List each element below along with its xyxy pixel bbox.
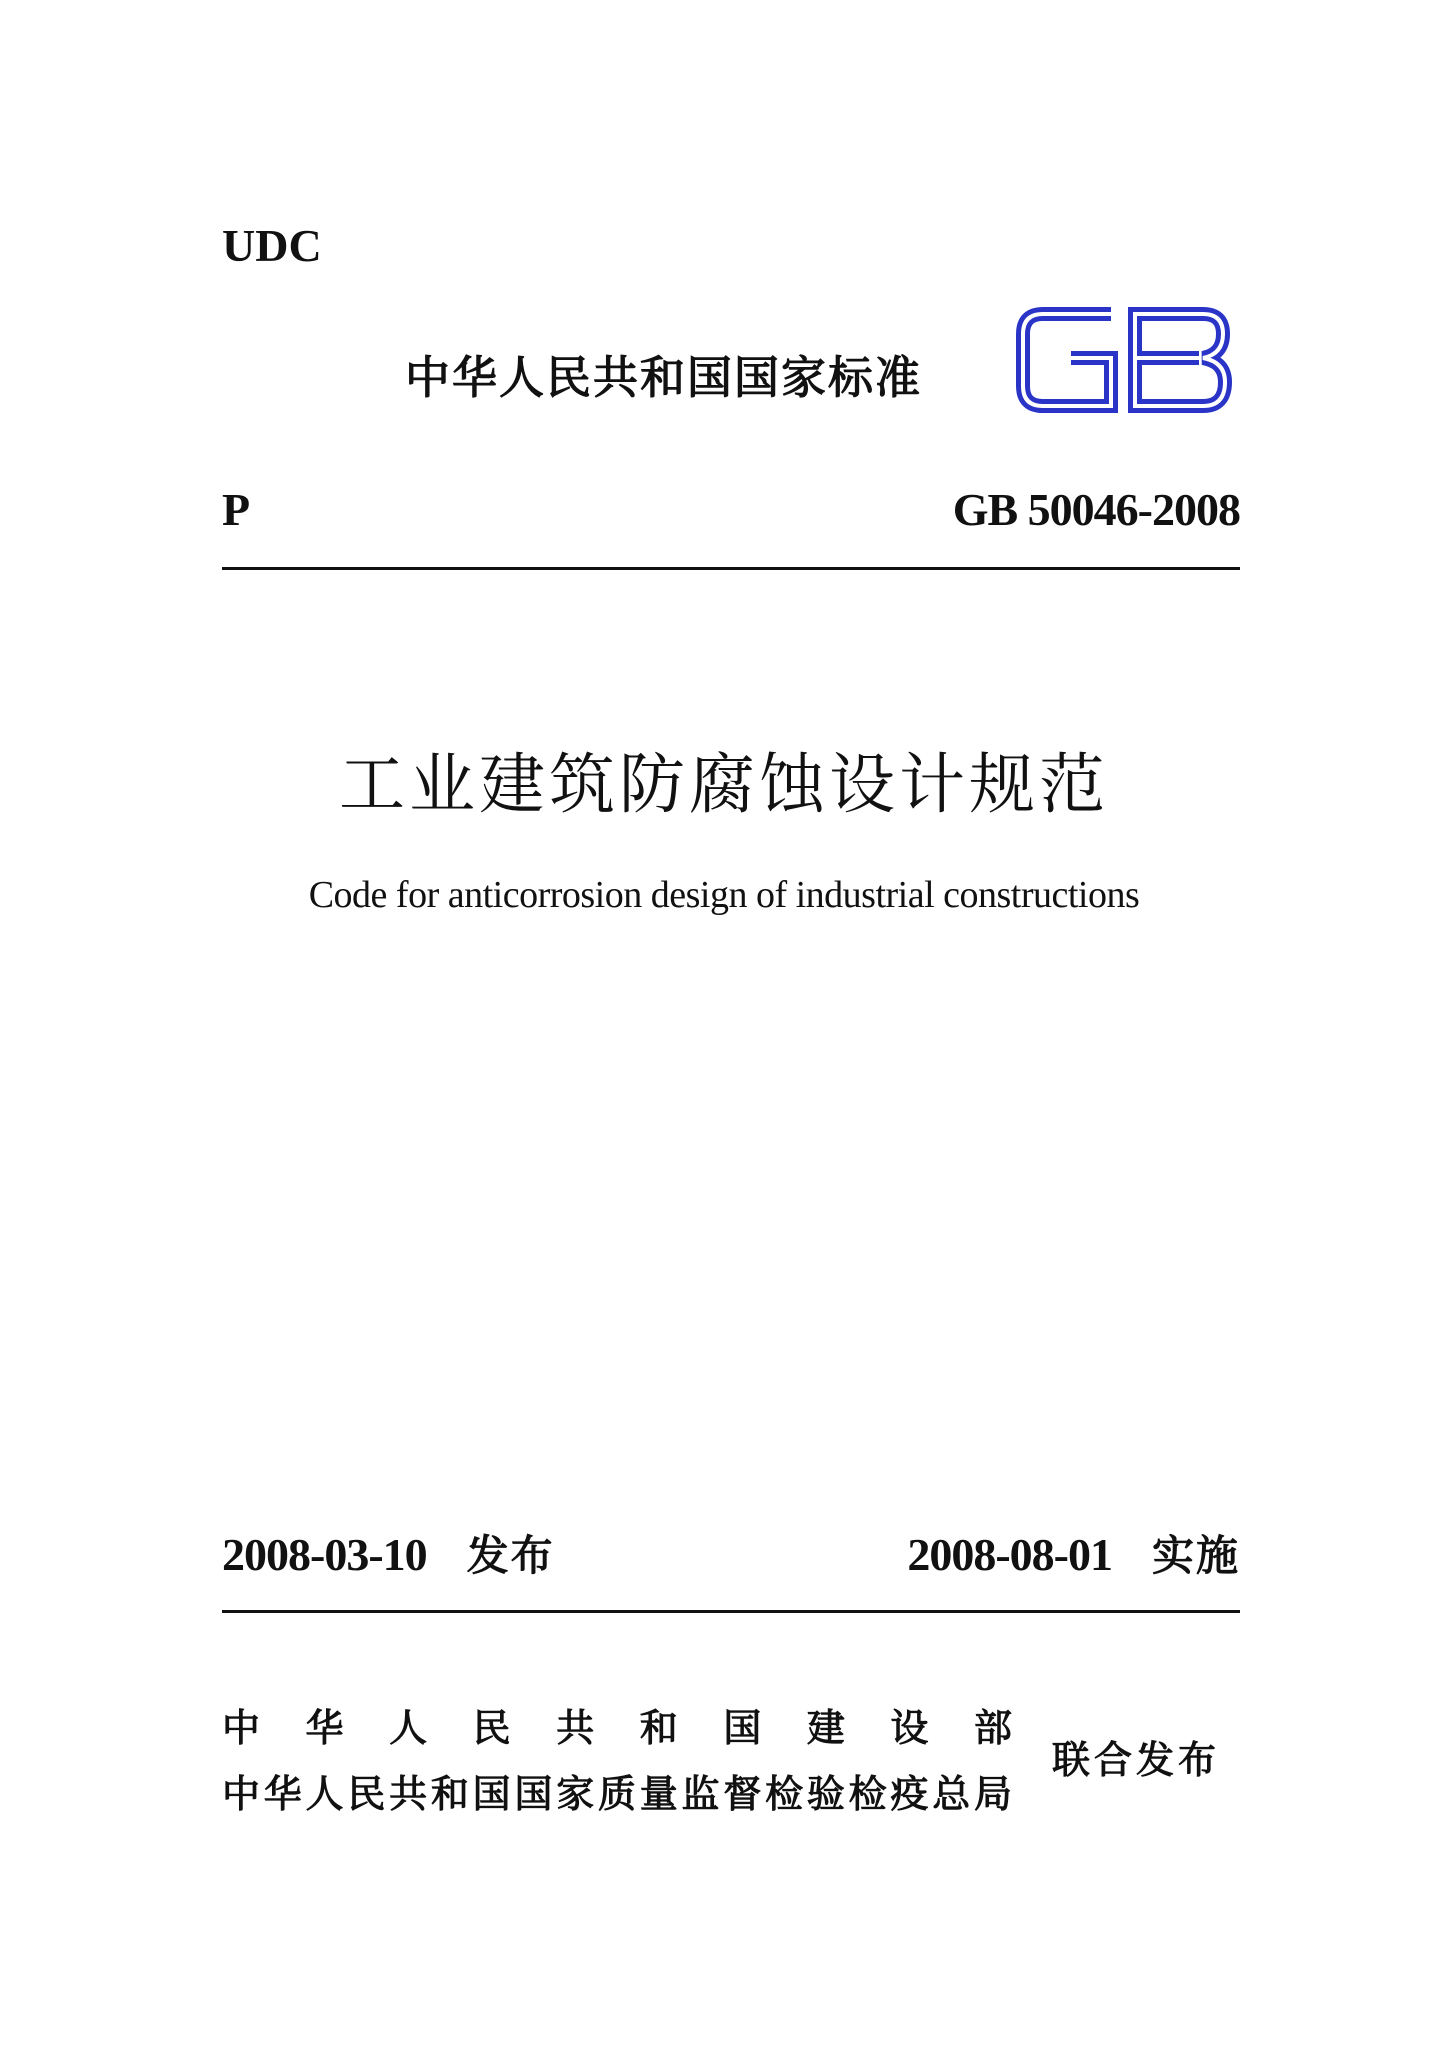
bottom-divider: [222, 1610, 1240, 1613]
category-code: P: [222, 484, 251, 535]
joint-issue-label: 联合发布: [1052, 1738, 1221, 1782]
issue-date: 2008-03-10: [222, 1529, 427, 1580]
udc-label: UDC: [222, 220, 322, 271]
title-english: Code for anticorrosion design of industrial constructions: [308, 874, 1140, 916]
implementation-date: 2008-08-01: [907, 1529, 1112, 1580]
issuer-ministry-of-construction: [222, 1700, 1012, 1756]
standard-number: GB 50046-2008: [952, 484, 1240, 535]
issuer-line1: 中 华 人 民 共 和 国 建 设 部: [222, 1706, 1012, 1750]
implementation-label: 实施: [1151, 1531, 1240, 1580]
issue-date-block: [222, 1525, 555, 1586]
issue-label: 发布: [466, 1531, 555, 1580]
national-standard-label: 中华人民共和国国家标准: [405, 351, 923, 404]
issuer-aqsiq: 中华人民共和国国家质量监督检验检疫总局: [222, 1772, 1012, 1816]
title-chinese: 工业建筑防腐蚀设计规范: [339, 746, 1109, 823]
gb-logo-icon: [1013, 300, 1235, 420]
top-divider: [222, 567, 1240, 570]
implementation-date-block: [907, 1525, 1240, 1586]
